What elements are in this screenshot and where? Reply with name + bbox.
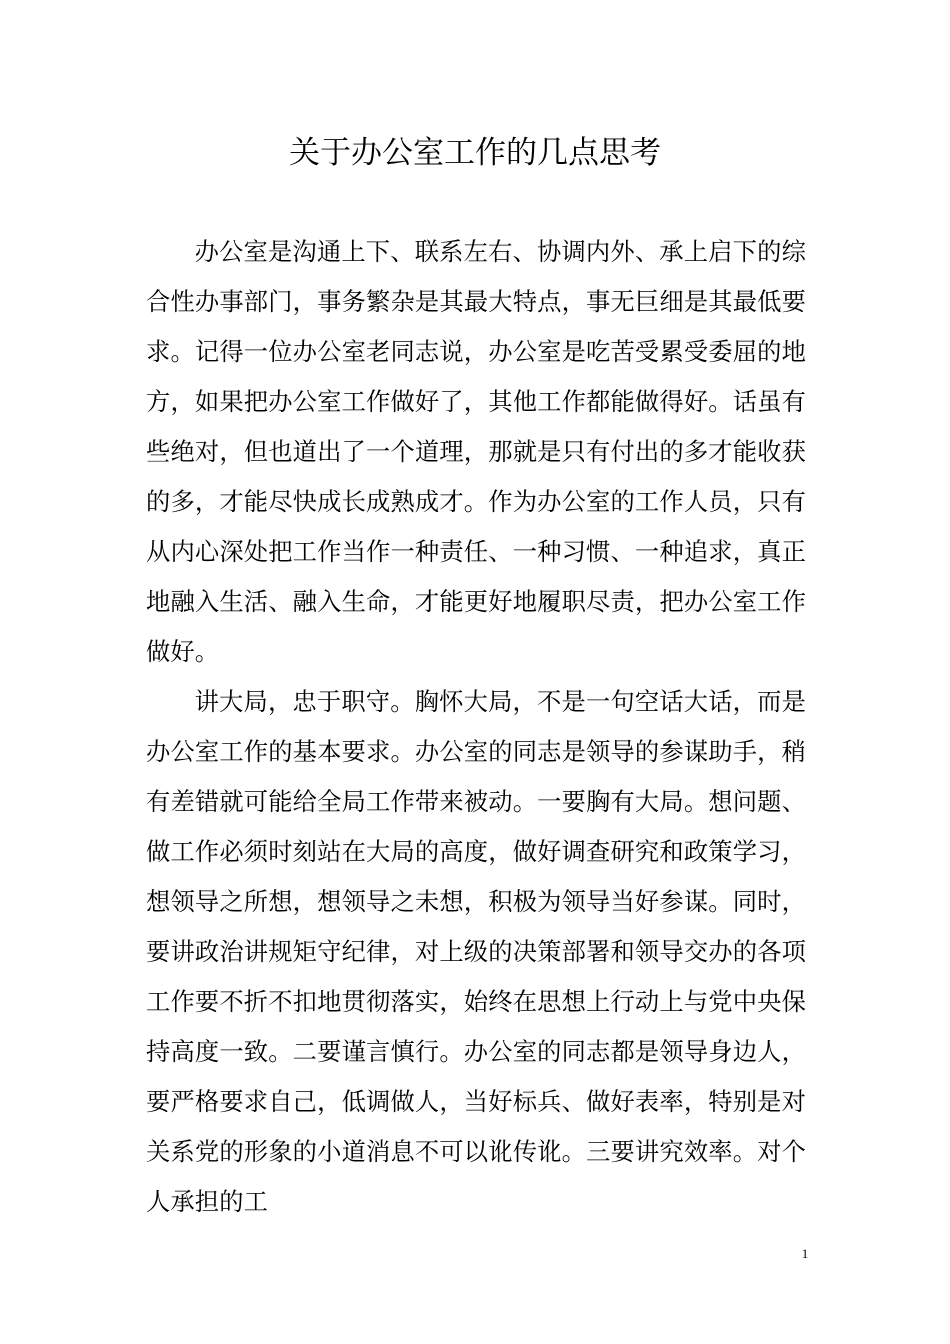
document-body [146, 227, 806, 1227]
paragraph-intro: 办公室是沟通上下、联系左右、协调内外、承上启下的综合性办事部门，事务繁杂是其最大特点，事无巨细是其最低要求。记得一位办公室老同志说，办公室是吃苦受累受委屈的地方，如果把办公室工作做好了，其他工作都能做得好。话虽有些绝对，但也道出了一个道理，那就是只有付出的多才能收获的多，才能尽快成长成熟成才。作为办公室的工作人员，只有从内心深处把工作当作一种责任、一种习惯、一种追求，真正地融入生活、融入生命，才能更好地履职尽责，把办公室工作做好。 [146, 237, 806, 666]
page-number: 1 [801, 1246, 809, 1261]
paragraph-big-picture: 讲大局，忠于职守。胸怀大局，不是一句空话大话，而是办公室工作的基本要求。办公室的同志是领导的参谋助手，稍有差错就可能给全局工作带来被动。一要胸有大局。想问题、做工作必须时刻站在大局的高度，做好调查研究和政策学习，想领导之所想，想领导之未想，积极为领导当好参谋。同时，要讲政治讲规矩守纪律，对上级的决策部署和领导交办的各项工作要不折不扣地贯彻落实，始终在思想上行动上与党中央保持高度一致。二要谨言慎行。办公室的同志都是领导身边人，要严格要求自己，低调做人，当好标兵、做好表率，特别是对关系党的形象的小道消息不可以讹传讹。三要讲究效率。对个人承担的工 [146, 687, 806, 1216]
document-title: 关于办公室工作的几点思考 [289, 135, 661, 171]
